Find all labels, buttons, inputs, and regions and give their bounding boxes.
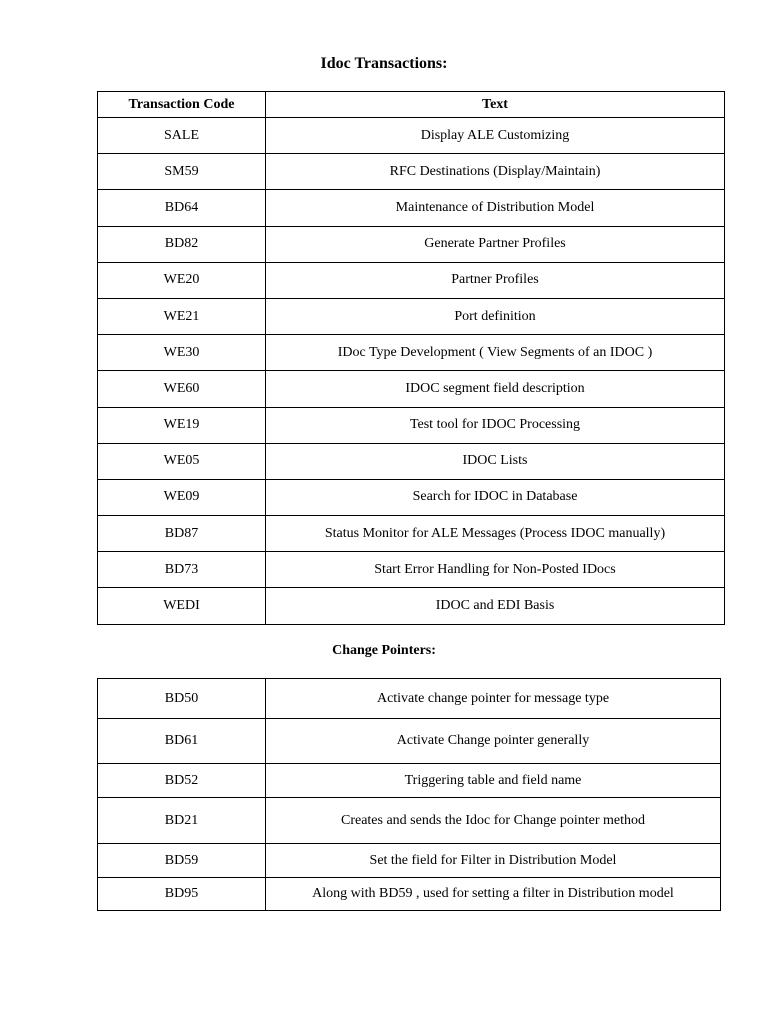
table-row: [98, 118, 725, 154]
table-row: [98, 226, 725, 262]
table-header-row: [98, 92, 725, 118]
table-row: [98, 719, 721, 764]
transaction-code-cell: WE21: [98, 298, 266, 334]
transaction-text-cell: Set the field for Filter in Distribution Model: [266, 844, 721, 878]
table-row: [98, 516, 725, 552]
transaction-text-cell: Test tool for IDOC Processing: [266, 407, 725, 443]
transaction-code-cell: BD87: [98, 516, 266, 552]
change-pointers-title: Change Pointers:: [332, 643, 436, 658]
transaction-code-cell: SALE: [98, 118, 266, 154]
table-row: [98, 443, 725, 479]
table-row: [98, 764, 721, 798]
table-row: [98, 262, 725, 298]
table-row: [98, 407, 725, 443]
change-pointers-table: [97, 678, 721, 911]
transaction-code-cell: WE20: [98, 262, 266, 298]
table-row: [98, 298, 725, 334]
header-transaction-code: Transaction Code: [98, 92, 266, 118]
transaction-text-cell: IDOC Lists: [266, 443, 725, 479]
transaction-text-cell: IDoc Type Development ( View Segments of an IDOC ): [266, 335, 725, 371]
transaction-text-cell: Search for IDOC in Database: [266, 479, 725, 515]
transaction-code-cell: BD95: [98, 878, 266, 911]
idoc-transactions-table: [97, 91, 725, 625]
transaction-text-cell: IDOC and EDI Basis: [266, 588, 725, 624]
transaction-code-cell: BD82: [98, 226, 266, 262]
transaction-text-cell: Activate change pointer for message type: [266, 679, 721, 719]
transaction-code-cell: WEDI: [98, 588, 266, 624]
header-text: Text: [266, 92, 725, 118]
transaction-code-cell: BD61: [98, 719, 266, 764]
transaction-text-cell: Maintenance of Distribution Model: [266, 190, 725, 226]
transaction-text-cell: Creates and sends the Idoc for Change pointer method: [266, 798, 721, 844]
transaction-code-cell: WE09: [98, 479, 266, 515]
table-row: [98, 154, 725, 190]
table-row: [98, 878, 721, 911]
transaction-code-cell: BD21: [98, 798, 266, 844]
transaction-text-cell: RFC Destinations (Display/Maintain): [266, 154, 725, 190]
table-row: [98, 190, 725, 226]
transaction-code-cell: WE05: [98, 443, 266, 479]
transaction-text-cell: Display ALE Customizing: [266, 118, 725, 154]
transaction-code-cell: BD59: [98, 844, 266, 878]
transaction-text-cell: Port definition: [266, 298, 725, 334]
transaction-text-cell: Generate Partner Profiles: [266, 226, 725, 262]
transaction-text-cell: Triggering table and field name: [266, 764, 721, 798]
table-row: [98, 335, 725, 371]
table-row: [98, 798, 721, 844]
transaction-text-cell: Activate Change pointer generally: [266, 719, 721, 764]
transaction-text-cell: Partner Profiles: [266, 262, 725, 298]
table-row: [98, 479, 725, 515]
transaction-code-cell: WE30: [98, 335, 266, 371]
transaction-code-cell: BD73: [98, 552, 266, 588]
transaction-text-cell: IDOC segment field description: [266, 371, 725, 407]
transaction-code-cell: BD64: [98, 190, 266, 226]
transaction-code-cell: WE19: [98, 407, 266, 443]
transaction-code-cell: BD50: [98, 679, 266, 719]
transaction-text-cell: Along with BD59 , used for setting a filter in Distribution model: [266, 878, 721, 911]
transaction-code-cell: BD52: [98, 764, 266, 798]
table-row: [98, 844, 721, 878]
transaction-text-cell: Status Monitor for ALE Messages (Process IDOC manually): [266, 516, 725, 552]
transaction-code-cell: SM59: [98, 154, 266, 190]
transaction-code-cell: WE60: [98, 371, 266, 407]
table-row: [98, 552, 725, 588]
page-title: Idoc Transactions:: [320, 55, 448, 72]
table-row: [98, 588, 725, 624]
table-row: [98, 679, 721, 719]
table-row: [98, 371, 725, 407]
transaction-text-cell: Start Error Handling for Non-Posted IDocs: [266, 552, 725, 588]
